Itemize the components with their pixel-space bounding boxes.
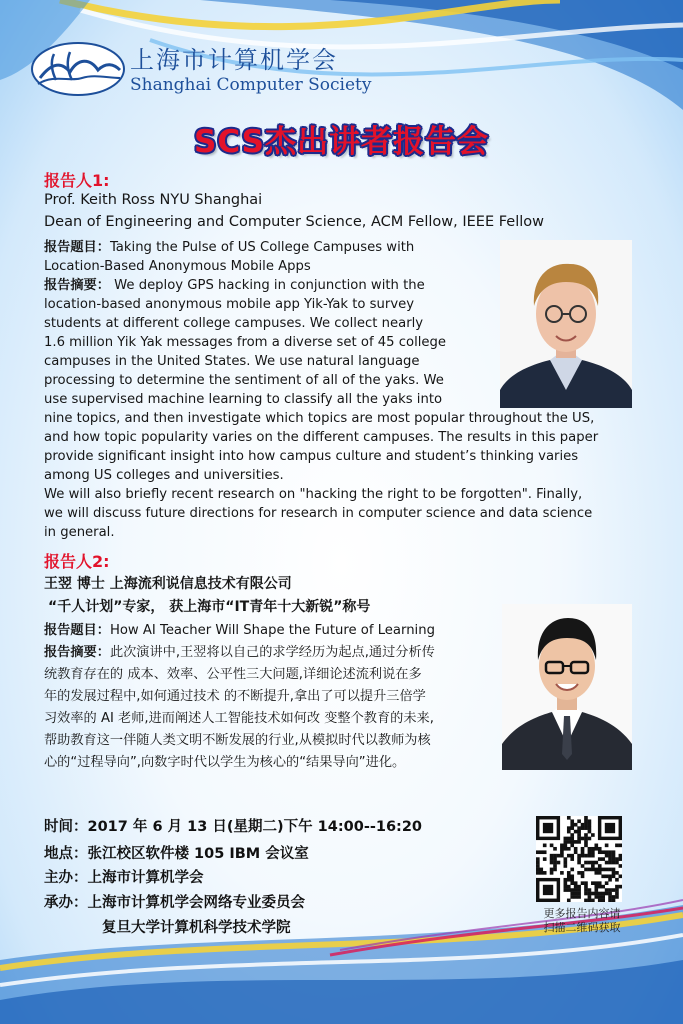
speaker2-topic-text: How AI Teacher Will Shape the Future of Learning bbox=[109, 623, 435, 638]
speaker1-topic-text: Taking the Pulse of US College Campuses with bbox=[109, 240, 415, 255]
organizer-value-1: 上海市计算机学会网络专业委员会 bbox=[87, 895, 305, 911]
speaker1-abstract-label: 报告摘要： bbox=[44, 278, 110, 293]
qr-code-icon bbox=[536, 816, 622, 902]
speaker1-abstract-line: 1.6 million Yik Yak messages from a diverse set of 45 college bbox=[44, 335, 447, 350]
speaker2-photo bbox=[502, 604, 632, 770]
event-organizer-2: 复旦大学计算机科学技术学院 bbox=[102, 920, 291, 936]
speaker1-photo bbox=[500, 240, 632, 408]
speaker1-abstract-line: in general. bbox=[44, 525, 115, 540]
org-name-cn: 上海市计算机学会 bbox=[130, 46, 338, 74]
speaker2-abstract-line: 统教育存在的 成本、效率、公平性三大问题,详细论述流利说在多 bbox=[44, 667, 422, 682]
org-name-en: Shanghai Computer Society bbox=[130, 75, 372, 95]
speaker1-topic-label: 报告题目： bbox=[44, 240, 110, 255]
speaker1-abstract-line: location-based anonymous mobile app Yik-Yak to survey bbox=[44, 297, 415, 312]
speaker2-abstract-text: 此次演讲中,王翌将以自己的求学经历为起点,通过分析传 bbox=[109, 645, 435, 660]
speaker1-topic-line-2: Location-Based Anonymous Mobile Apps bbox=[44, 259, 311, 274]
speaker1-affiliation: Dean of Engineering and Computer Science, ACM Fellow, IEEE Fellow bbox=[44, 214, 544, 230]
host-label: 主办： bbox=[44, 870, 88, 886]
speaker2-label: 报告人2: bbox=[44, 552, 110, 571]
speaker2-abstract-line: 年的发展过程中,如何通过技术 的不断提升,拿出了可以提升三倍学 bbox=[44, 689, 426, 704]
host-value: 上海市计算机学会 bbox=[87, 870, 204, 886]
speaker1-abstract-line: and how topic popularity varies on the different campuses. The results in this paper bbox=[44, 430, 599, 445]
speaker2-abstract-line: 习效率的 AI 老师,进而阐述人工智能技术如何改 变整个教育的未来, bbox=[44, 711, 434, 726]
speaker1-label: 报告人1: bbox=[44, 171, 110, 190]
speaker1-abstract-text: We deploy GPS hacking in conjunction with the bbox=[109, 278, 425, 293]
speaker1-name: Prof. Keith Ross NYU Shanghai bbox=[44, 192, 263, 208]
speaker2-topic-line bbox=[44, 620, 435, 642]
organizer-label: 承办： bbox=[44, 895, 88, 911]
speaker1-abstract-line bbox=[44, 276, 425, 295]
speaker2-topic-label: 报告题目： bbox=[44, 623, 110, 638]
event-organizer bbox=[44, 891, 305, 912]
speaker1-abstract-line: nine topics, and then investigate which topics are most popular throughout the US, bbox=[44, 411, 595, 426]
qr-code[interactable] bbox=[536, 816, 622, 902]
speaker1-abstract-line: among US colleges and universities. bbox=[44, 468, 284, 483]
speaker1-abstract-line: students at different college campuses. We collect nearly bbox=[44, 316, 424, 331]
speaker2-honor: “千人计划”专家， 获上海市“IT青年十大新锐”称号 bbox=[48, 599, 371, 615]
speaker2-abstract-line: 心的“过程导向”,向数字时代以学生为核心的“结果导向”进化。 bbox=[44, 755, 406, 770]
speaker1-abstract-line: campuses in the United States. We use natural language bbox=[44, 354, 420, 369]
qr-caption-line-1: 更多报告内容请 bbox=[543, 907, 621, 920]
time-label: 时间： bbox=[44, 819, 88, 835]
place-label: 地点： bbox=[44, 846, 88, 862]
speaker2-portrait-icon bbox=[502, 604, 632, 770]
speaker1-abstract-line: processing to determine the sentiment of all of the yaks. We bbox=[44, 373, 444, 388]
time-value: 2017 年 6 月 13 日(星期二)下午 14:00--16:20 bbox=[87, 819, 423, 835]
poster-title: SCS杰出讲者报告会 bbox=[194, 124, 489, 160]
event-host bbox=[44, 866, 204, 887]
speaker1-portrait-icon bbox=[500, 240, 632, 408]
speaker2-abstract-line: 帮助教育这一伴随人类文明不断发展的行业,从模拟时代以教师为核 bbox=[44, 733, 431, 748]
scs-logo-icon bbox=[30, 40, 126, 98]
speaker1-topic-line-1 bbox=[44, 238, 414, 257]
speaker2-abstract-label: 报告摘要： bbox=[44, 645, 110, 660]
speaker2-name: 王翌 博士 上海流利说信息技术有限公司 bbox=[44, 576, 292, 592]
speaker1-abstract-line: We will also briefly recent research on "hacking the right to be forgotten". Finally, bbox=[44, 487, 583, 502]
speaker1-abstract-line: provide significant insight into how campus culture and student’s thinking varies bbox=[44, 449, 579, 464]
speaker1-abstract-line: we will discuss future directions for research in computer science and data science bbox=[44, 506, 593, 521]
qr-caption-line-2: 扫描二维码获取 bbox=[543, 921, 621, 934]
place-value: 张江校区软件楼 105 IBM 会议室 bbox=[87, 846, 309, 862]
event-place bbox=[44, 842, 309, 863]
event-time bbox=[44, 815, 422, 836]
speaker1-abstract-line: use supervised machine learning to classify all the yaks into bbox=[44, 392, 443, 407]
speaker2-abstract-line bbox=[44, 642, 435, 664]
